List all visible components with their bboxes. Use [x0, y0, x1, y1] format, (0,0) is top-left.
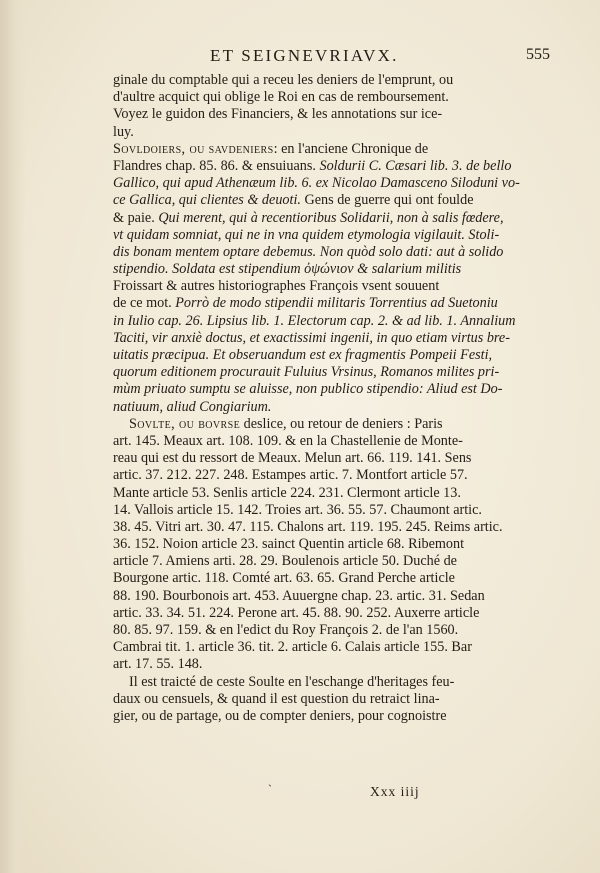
latin-citation: uitatis præcipua. Et obseruandum est ex fragmentis Pompeii Festi,: [113, 347, 493, 363]
text-line: [113, 639, 515, 656]
text-line: [113, 330, 515, 347]
text-line: [113, 313, 515, 330]
text-segment: luy.: [113, 123, 134, 140]
latin-citation: dis bonam mentem optare debemus. Non quòd solo dati: aut à solido: [113, 243, 504, 260]
text-line: [113, 691, 515, 708]
latin-citation: stipendio. Soldata est stipendium ὀψώνιον & salarium militis: [113, 261, 462, 278]
text-line: [113, 227, 515, 244]
latin-citation: quorum editionem procurauit Fuluius Vrsinus, Romanos milites pri-: [113, 364, 500, 381]
text-line: [113, 141, 515, 158]
body-text: [113, 72, 520, 725]
text-segment: Mante article 53. Senlis article 224. 231. Clermont article 13.: [113, 484, 461, 501]
text-line: [113, 72, 515, 89]
text-line: [113, 605, 515, 622]
text-line: [113, 175, 520, 192]
signature-mark: Xxx iiij: [370, 784, 420, 799]
text-line: [113, 553, 515, 570]
text-segment: Froissart & autres historiographes François vsent souuent: [113, 278, 440, 295]
text-segment: 38. 45. Vitri art. 30. 47. 115. Chalons art. 119. 195. 245. Reims artic.: [113, 518, 503, 535]
text-segment: artic. 33. 34. 51. 224. Perone art. 45. 88. 90. 252. Auxerre article: [113, 604, 480, 621]
text-line: [113, 433, 515, 450]
latin-citation: mùm priuato sumptu se aluisse, non publico stipendio: Aliud est Do-: [113, 381, 503, 398]
text-line: [113, 536, 515, 553]
text-segment: gier, ou de partage, ou de compter deniers, pour cognoistre: [113, 707, 447, 724]
text-segment: 14. Vallois article 15. 142. Troies art. 36. 55. 57. Chaumont artic.: [113, 501, 482, 518]
margin-mark: `: [268, 782, 272, 796]
text-line: [113, 450, 515, 467]
entry-headword: Sovlte, ou bovrse: [129, 415, 241, 432]
text-line: [113, 158, 515, 175]
latin-citation: Gallico, qui apud Athenæum lib. 6. ex Nicolao Damasceno Siloduni vo-: [113, 175, 520, 192]
text-segment: deslice, ou retour de deniers : Paris: [240, 415, 443, 432]
text-line: [113, 502, 515, 519]
text-segment: Bourgone artic. 118. Comté art. 63. 65. Grand Perche article: [113, 570, 455, 587]
text-line: [113, 416, 515, 433]
text-line: [113, 192, 515, 209]
text-segment: & paie.: [113, 209, 159, 226]
text-line: [113, 244, 515, 261]
latin-citation: natiuum, aliud Congiarium.: [113, 398, 272, 415]
text-segment: reau qui est du ressort de Meaux. Melun art. 66. 119. 141. Sens: [113, 450, 472, 467]
text-line: [113, 106, 515, 123]
text-segment: article 7. Amiens arti. 28. 29. Boulenois article 50. Duché de: [113, 553, 457, 570]
text-segment: d'aultre acquict qui oblige le Roi en cas de remboursement.: [113, 89, 449, 106]
latin-citation: ce Gallica, qui clientes & deuoti.: [113, 192, 301, 209]
text-line: [113, 399, 515, 416]
text-segment: 80. 85. 97. 159. & en l'edict du Roy François 2. de l'an 1560.: [113, 622, 459, 638]
latin-citation: Qui merent, qui à recentioribus Solidarii, non à salis fœdere,: [158, 209, 504, 226]
text-segment: 88. 190. Bourbonois art. 453. Auuergne chap. 23. artic. 31. Sedan: [113, 587, 485, 604]
latin-citation: vt quidam somniat, qui ne in vna quidem etymologia vigilauit. Stoli-: [113, 226, 500, 243]
page-gutter: [0, 0, 26, 873]
text-segment: Il est traicté de ceste Soulte en l'eschange d'heritages feu-: [129, 673, 455, 690]
text-line: [113, 381, 515, 398]
text-line: [113, 656, 515, 673]
text-line: [113, 588, 515, 605]
latin-citation: Taciti, vir anxiè doctus, et exactissimi ingenii, in quo etiam virtus bre-: [113, 329, 510, 346]
text-line: [113, 261, 515, 278]
text-segment: art. 17. 55. 148.: [113, 656, 203, 673]
text-segment: Flandres chap. 85. 86. & ensuiuans.: [113, 157, 320, 174]
text-line: [113, 622, 515, 639]
text-segment: ginale du comptable qui a receu les deniers de l'emprunt, ou: [113, 72, 454, 88]
page-number: 555: [526, 46, 550, 63]
text-segment: 36. 152. Noion article 23. sainct Quentin article 68. Ribemont: [113, 536, 465, 553]
text-line: [113, 485, 515, 502]
latin-citation: Porrò de modo stipendii militaris Torrentius ad Suetoniu: [175, 295, 498, 312]
text-line: [113, 570, 515, 587]
text-segment: Cambrai tit. 1. article 36. tit. 2. article 6. Calais article 155. Bar: [113, 639, 472, 656]
text-segment: Gens de guerre qui ont foulde: [300, 192, 474, 209]
latin-citation: Soldurii C. Cæsari lib. 3. de bello: [319, 157, 512, 174]
text-line: [113, 89, 515, 106]
text-line: [113, 124, 515, 141]
text-segment: art. 145. Meaux art. 108. 109. & en la Chastellenie de Monte-: [113, 432, 463, 449]
entry-headword: Sovldoiers, ou savdeniers: [113, 140, 274, 157]
text-line: [113, 347, 515, 364]
running-head: [110, 46, 550, 72]
latin-citation: in Iulio cap. 26. Lipsius lib. 1. Electorum cap. 2. & ad lib. 1. Annalium: [113, 312, 516, 329]
text-line: [113, 708, 515, 725]
text-line: [113, 467, 515, 484]
text-segment: Voyez le guidon des Financiers, & les annotations sur ice-: [113, 106, 443, 123]
text-line: [113, 519, 515, 536]
text-segment: daux ou censuels, & quand il est question du retraict lina-: [113, 690, 440, 707]
text-line: [113, 364, 515, 381]
text-segment: de ce mot.: [113, 295, 176, 312]
text-segment: : en l'anciene Chronique de: [273, 140, 429, 157]
text-line: [113, 674, 515, 691]
text-segment: artic. 37. 212. 227. 248. Estampes artic. 7. Montfort article 57.: [113, 467, 468, 484]
text-line: [113, 210, 515, 227]
text-line: [113, 278, 515, 295]
text-line: [113, 295, 515, 312]
running-title: ET SEIGNEVRIAVX.: [210, 46, 399, 65]
